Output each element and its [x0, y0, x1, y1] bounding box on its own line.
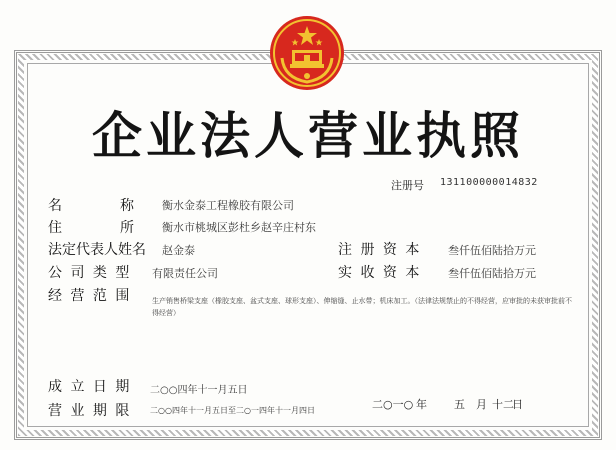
issue-year: 二○一○: [372, 398, 414, 411]
paid-capital-value: 叁仟伍佰陆拾万元: [448, 267, 536, 280]
established-date: 二○○四年十一月五日: [150, 385, 248, 396]
term-value: 二○○四年十一月五日至二○一四年十一月四日: [150, 406, 315, 415]
registration-number-label: 注册号: [391, 179, 424, 192]
issue-year-suffix: 年: [416, 398, 427, 411]
document-title: 企业法人营业执照: [92, 106, 524, 165]
issue-day: 十二: [492, 398, 514, 411]
issue-date: [372, 396, 532, 412]
company-address: 衡水市桃城区彭杜乡赵辛庄村东: [162, 221, 316, 234]
name-label: [48, 197, 138, 215]
name-label-right: 称: [120, 198, 134, 214]
established-label: 成 立 日 期: [48, 379, 132, 395]
address-label-left: 住: [48, 220, 62, 236]
registered-capital-value: 叁仟伍佰陆拾万元: [448, 244, 536, 257]
company-type-label: 公 司 类 型: [48, 265, 132, 281]
business-scope-label: 经 营 范 围: [48, 288, 132, 304]
address-label: [48, 219, 138, 237]
company-name: 衡水金泰工程橡胶有限公司: [162, 199, 294, 212]
company-type-value: 有限责任公司: [152, 267, 218, 280]
term-label: 营 业 期 限: [48, 403, 132, 419]
address-label-right: 所: [120, 220, 134, 236]
registered-capital-label: 注 册 资 本: [338, 242, 422, 258]
issue-month-suffix: 月: [476, 398, 487, 411]
national-emblem-icon: [268, 14, 346, 92]
paid-capital-label: 实 收 资 本: [338, 265, 422, 281]
legal-rep-value: 赵金泰: [162, 244, 195, 257]
registration-number: 131100000014832: [440, 177, 538, 188]
issue-day-suffix: 日: [512, 398, 523, 411]
business-scope-value: 生产销售桥梁支座（橡胶支座、盆式支座、球形支座）、伸缩缝、止水带；机床加工。（法律法规禁止的不得经营，应审批的未获审批前不得经营）: [152, 297, 572, 317]
legal-rep-label: 法定代表人姓名: [48, 242, 146, 258]
name-label-left: 名: [48, 198, 62, 214]
issue-month: 五: [454, 398, 465, 411]
